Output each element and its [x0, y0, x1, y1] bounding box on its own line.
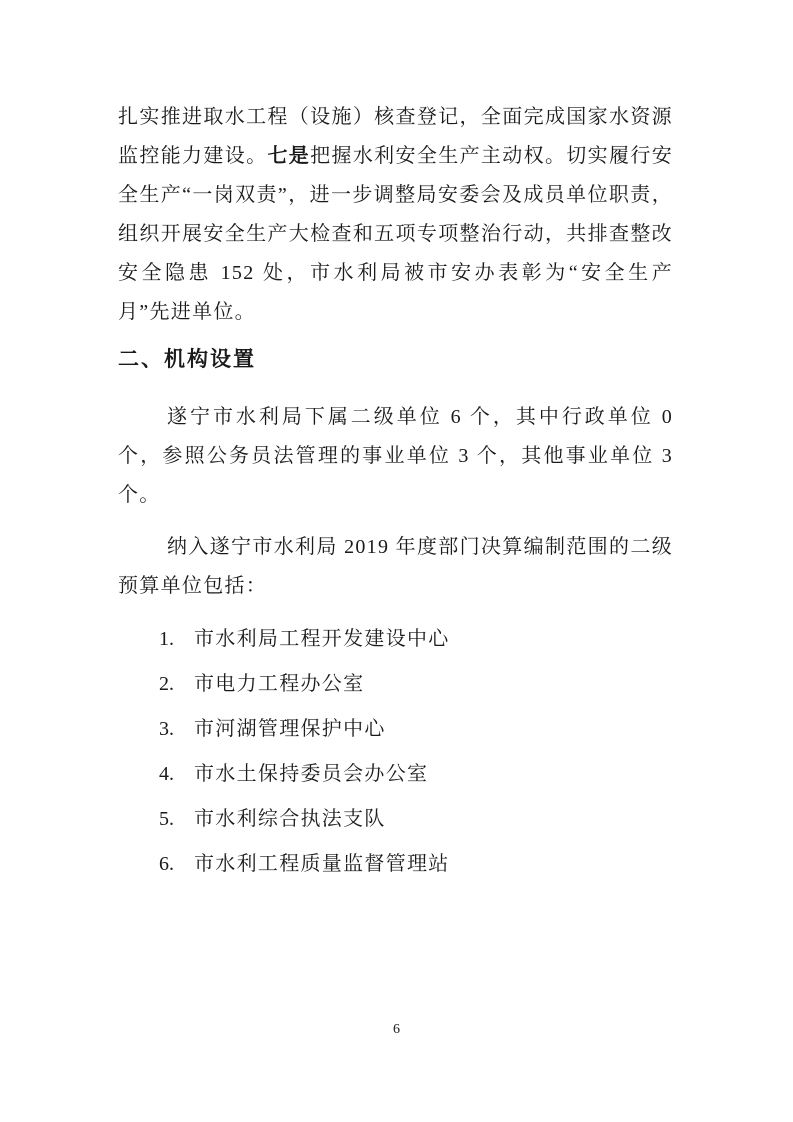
paragraph-budget-scope: 纳入遂宁市水利局 2019 年度部门决算编制范围的二级预算单位包括： [118, 536, 673, 597]
paragraph-text-before-bold: 扎实推进取水工程（设施）核查登记，全面完成国家水资源监控能力建设。 [118, 106, 673, 167]
page-number: 6 [393, 1022, 400, 1037]
bold-run-qishi: 七是 [267, 145, 311, 167]
list-item-number: 2. [159, 673, 174, 695]
list-item-text: 市水利工程质量监督管理站 [194, 853, 450, 875]
list-item-number: 4. [159, 763, 174, 785]
list-item-text: 市水利局工程开发建设中心 [194, 628, 450, 650]
list-item [118, 842, 673, 887]
list-item-text: 市水土保持委员会办公室 [194, 763, 429, 785]
section-heading-organization-setup: 二、机构设置 [118, 348, 256, 371]
list-item [118, 752, 673, 797]
list-item-text: 市水利综合执法支队 [194, 808, 386, 830]
page-content [118, 98, 673, 887]
list-item-number: 6. [159, 853, 174, 875]
list-item-number: 3. [159, 718, 174, 740]
list-item [118, 662, 673, 707]
list-item-number: 1. [159, 628, 174, 650]
list-item-text: 市电力工程办公室 [194, 673, 365, 695]
continuation-paragraph [118, 98, 673, 332]
paragraph-unit-counts: 遂宁市水利局下属二级单位 6 个，其中行政单位 0 个，参照公务员法管理的事业单位 3 个，其他事业单位 3 个。 [118, 406, 673, 506]
list-item [118, 617, 673, 662]
list-item-number: 5. [159, 808, 174, 830]
list-item [118, 707, 673, 752]
paragraph-text-after-bold: 把握水利安全生产主动权。切实履行安全生产“一岗双责”，进一步调整局安委会及成员单位职责，组织开展安全生产大检查和五项专项整治行动，共排查整改安全隐患 152 处，市水利局被市安办表彰为“安全生产月”先进单位。 [118, 145, 673, 323]
list-item-text: 市河湖管理保护中心 [194, 718, 386, 740]
list-item [118, 797, 673, 842]
subordinate-unit-list [118, 617, 673, 887]
